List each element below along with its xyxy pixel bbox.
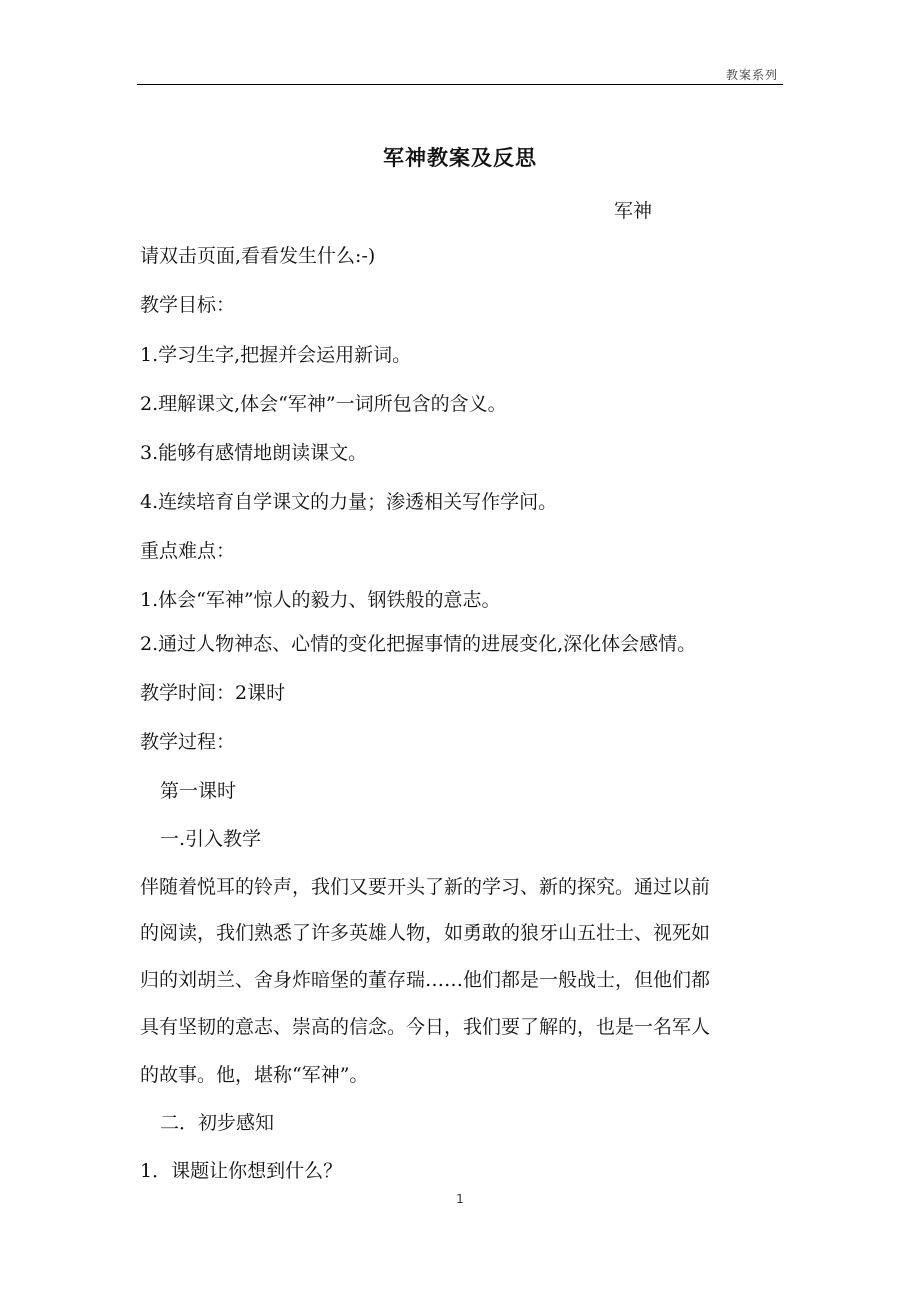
paragraph-line: 伴随着悦耳的铃声，我们又要开头了新的学习、新的探究。通过以前 (140, 876, 711, 898)
objective-item: 4.连续培育自学课文的力量；渗透相关写作学问。 (140, 491, 558, 513)
header-series-label: 教案系列 (725, 68, 778, 82)
paragraph-line: 具有坚韧的意志、崇高的信念。今日，我们要了解的，也是一名军人 (140, 1016, 711, 1038)
question-item: 1．课题让你想到什么？ (140, 1160, 343, 1182)
header-divider (137, 84, 783, 85)
key-point-item: 2.通过人物神态、心情的变化把握事情的进展变化,深化体会感情。 (140, 633, 697, 655)
paragraph-line: 的故事。他，堪称“军神”。 (140, 1064, 369, 1086)
document-title: 军神教案及反思 (383, 146, 537, 170)
objective-item: 1.学习生字,把握并会运用新词。 (140, 344, 412, 366)
objective-item: 3.能够有感情地朗读课文。 (140, 442, 368, 464)
teaching-time: 教学时间：2课时 (140, 682, 286, 704)
step-heading: 二．初步感知 (160, 1112, 275, 1134)
section-heading-objectives: 教学目标： (140, 294, 236, 316)
paragraph-line: 归的刘胡兰、舍身炸暗堡的董存瑞……他们都是一般战士，但他们都 (140, 969, 711, 991)
step-heading: 一.引入教学 (160, 828, 262, 850)
paragraph-line: 的阅读，我们熟悉了许多英雄人物，如勇敢的狼牙山五壮士、视死如 (140, 922, 711, 944)
section-heading-process: 教学过程： (140, 731, 236, 753)
page-number: 1 (456, 1192, 464, 1206)
paragraph-line: 请双击页面,看看发生什么:-) (140, 245, 376, 267)
objective-item: 2.理解课文,体会“军神”一词所包含的含义。 (140, 393, 507, 415)
lesson-heading: 第一课时 (160, 780, 237, 802)
key-point-item: 1.体会“军神”惊人的毅力、钢铁般的意志。 (140, 589, 501, 611)
document-subtitle: 军神 (614, 200, 653, 222)
section-heading-key-points: 重点难点： (140, 540, 236, 562)
